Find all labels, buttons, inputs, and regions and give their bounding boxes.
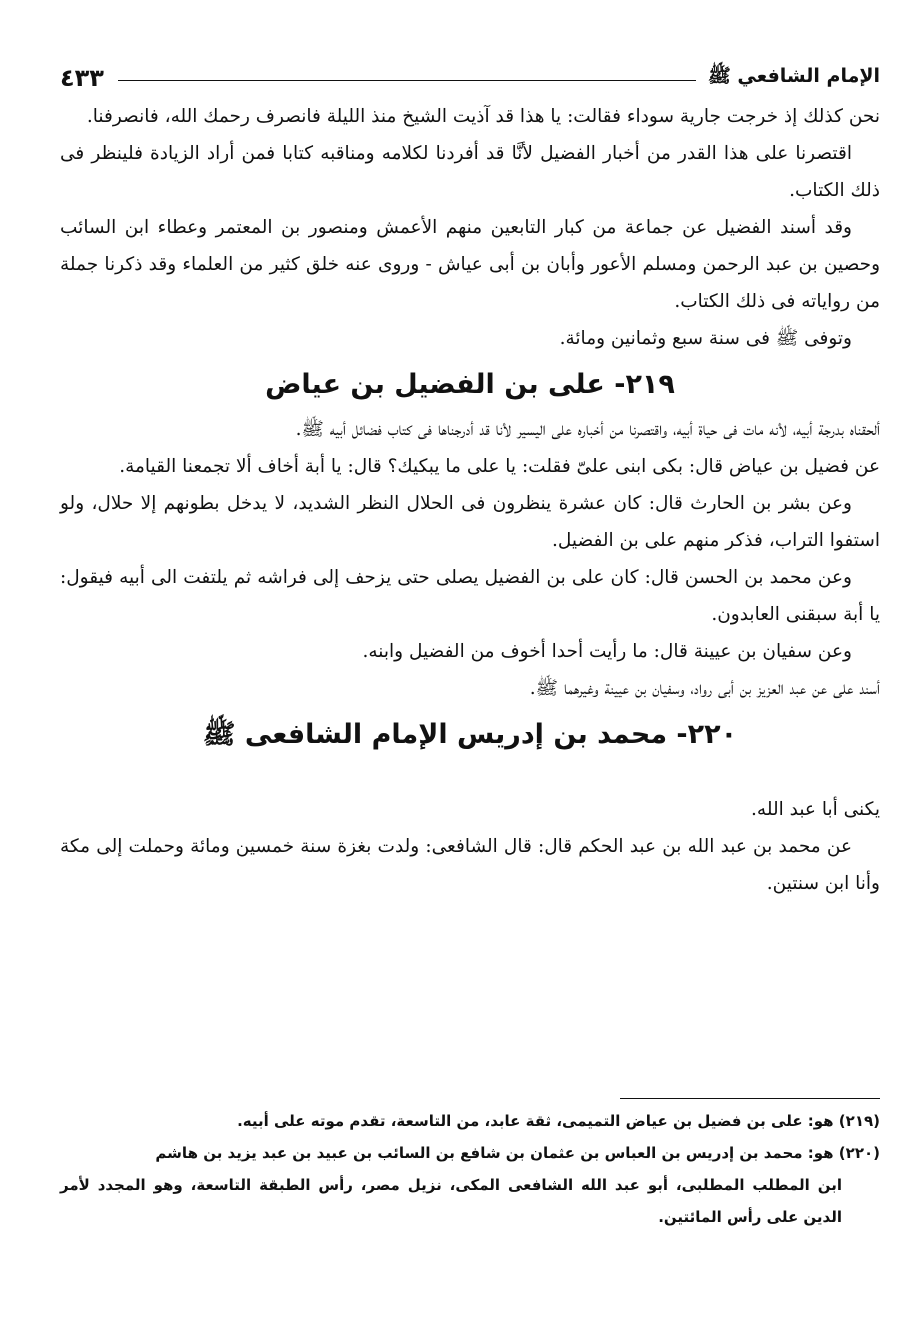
paragraph: أسند على عن عبد العزيز بن أبى رواد، وسفيان بن عيينة وغيرهما ﷺ. xyxy=(529,678,880,699)
paragraph: عن فضيل بن عياض قال: بكى ابنى علىّ فقلت: يا على ما يبكيك؟ قال: يا أبة أخاف ألا تجمعنا القيامة. xyxy=(119,456,880,477)
paragraph: وقد أسند الفضيل عن جماعة من كبار التابعين منهم الأعمش ومنصور بن المعتمر وعطاء ابن السائب وحصين بن عبد الرحمن ومسلم الأعور وأبان بن أبى عياش - وروى عنه خلق كثير من العلماء وقد ذكرنا جملة من رواياته فى ذلك الكتاب. xyxy=(60,217,880,312)
paragraph: وعن محمد بن الحسن قال: كان على بن الفضيل يصلى حتى يزحف إلى فراشه ثم يلتفت الى أبيه فيقول: يا أبة سبقنى العابدون. xyxy=(60,567,880,625)
book-page xyxy=(60,58,880,1298)
paragraph: اقتصرنا على هذا القدر من أخبار الفضيل لأنَّا قد أفردنا لكلامه ومناقبه كتابا فمن أراد الزيادة فلينظر فى ذلك الكتاب. xyxy=(60,143,880,201)
paragraph: وتوفى ﷺ فى سنة سبع وثمانين ومائة. xyxy=(559,328,852,349)
running-header xyxy=(60,58,880,98)
footnotes xyxy=(60,1098,880,1233)
page-body xyxy=(60,98,880,902)
footnote-rule xyxy=(620,1098,880,1099)
paragraph: يكنى أبا عبد الله. xyxy=(751,799,880,820)
page-number: ٤٣٣ xyxy=(60,64,104,92)
paragraph: عن محمد بن عبد الله بن عبد الحكم قال: قال الشافعى: ولدت بغزة سنة خمسين ومائة وحملت إلى مكة وأنا ابن سنتين. xyxy=(60,836,880,894)
paragraph: نحن كذلك إذ خرجت جارية سوداء فقالت: يا هذا قد آذيت الشيخ منذ الليلة فانصرف رحمك الله، فانصرفنا. xyxy=(86,106,880,127)
section-heading-219: ٢١٩- على بن الفضيل بن عياض xyxy=(265,369,675,400)
footnote-220-continued: ابن المطلب المطلبى، أبو عبد الله الشافعى المكى، نزيل مصر، رأس الطبقة التاسعة، وهو المجدد لأمر الدين على رأس المائتين. xyxy=(60,1176,842,1226)
running-title: الإمام الشافعي ﷺ xyxy=(707,65,880,87)
footnote-219: (٢١٩) هو: على بن فضيل بن عياض التميمى، ثقة عابد، من التاسعة، تقدم موته على أبيه. xyxy=(237,1112,880,1130)
paragraph: وعن بشر بن الحارث قال: كان عشرة ينظرون فى الحلال النظر الشديد، لا يدخل بطونهم إلا حلال، ولو استفوا التراب، فذكر منهم على بن الفضيل. xyxy=(60,493,880,551)
footnote-220: (٢٢٠) هو: محمد بن إدريس بن العباس بن عثمان بن شافع بن السائب بن عبيد بن عبد يزيد بن هاشم xyxy=(155,1144,880,1162)
paragraph: وعن سفيان بن عيينة قال: ما رأيت أحدا أخوف من الفضيل وابنه. xyxy=(362,641,852,662)
paragraph: ألحقناه بدرجة أبيه، لأنه مات فى حياة أبيه، واقتصرنا من أخباره على اليسير لأنا قد أدرجناها فى كتاب فضائل أبيه ﷺ. xyxy=(295,419,880,440)
header-rule xyxy=(118,80,696,81)
section-heading-220: ٢٢٠- محمد بن إدريس الإمام الشافعى ﷺ xyxy=(202,719,738,750)
